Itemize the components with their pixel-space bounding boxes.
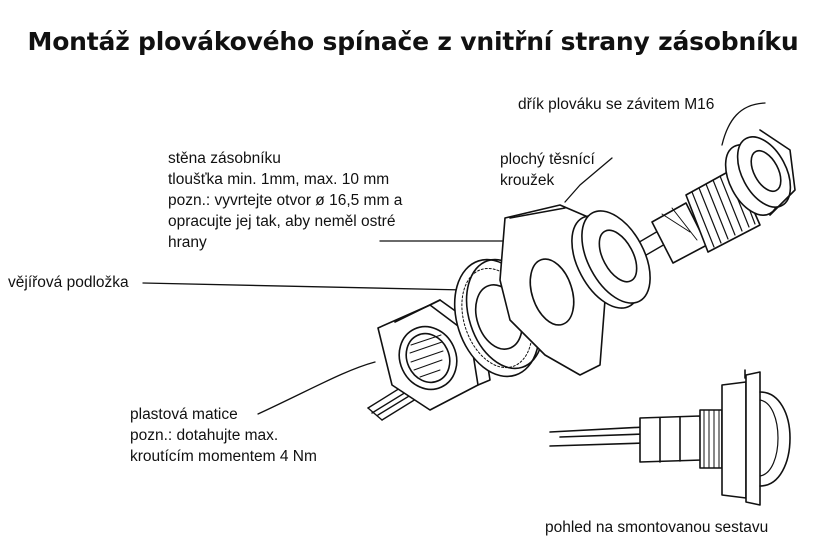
label-line: stěna zásobníku [168, 150, 281, 167]
label-line: kroužek [500, 172, 555, 189]
label-float-stem [518, 94, 714, 115]
label-gasket [500, 149, 595, 191]
label-line: kroutícím momentem 4 Nm [130, 448, 317, 465]
label-line: pozn.: vyvrtejte otvor ø 16,5 mm a [168, 192, 403, 209]
label-assembled [545, 517, 768, 538]
label-line: hrany [168, 234, 207, 251]
label-line: plastová matice [130, 406, 238, 423]
label-line: pohled na smontovanou sestavu [545, 519, 769, 536]
label-line: plochý těsnící [500, 151, 595, 168]
label-tank-wall [168, 148, 402, 253]
label-line: vějířová podložka [8, 274, 129, 291]
float-stem [652, 128, 801, 263]
assembled-view [550, 370, 790, 505]
label-line: tloušťka min. 1mm, max. 10 mm [168, 171, 390, 188]
label-line: dřík plováku se závitem M16 [518, 96, 715, 113]
label-line: pozn.: dotahujte max. [130, 427, 279, 444]
label-line: opracujte jej tak, aby neměl ostré [168, 213, 396, 230]
label-fan-washer [8, 272, 129, 293]
page-title: Montáž plovákového spínače z vnitřní strany zásobníku [27, 27, 799, 56]
label-nut [130, 404, 317, 467]
